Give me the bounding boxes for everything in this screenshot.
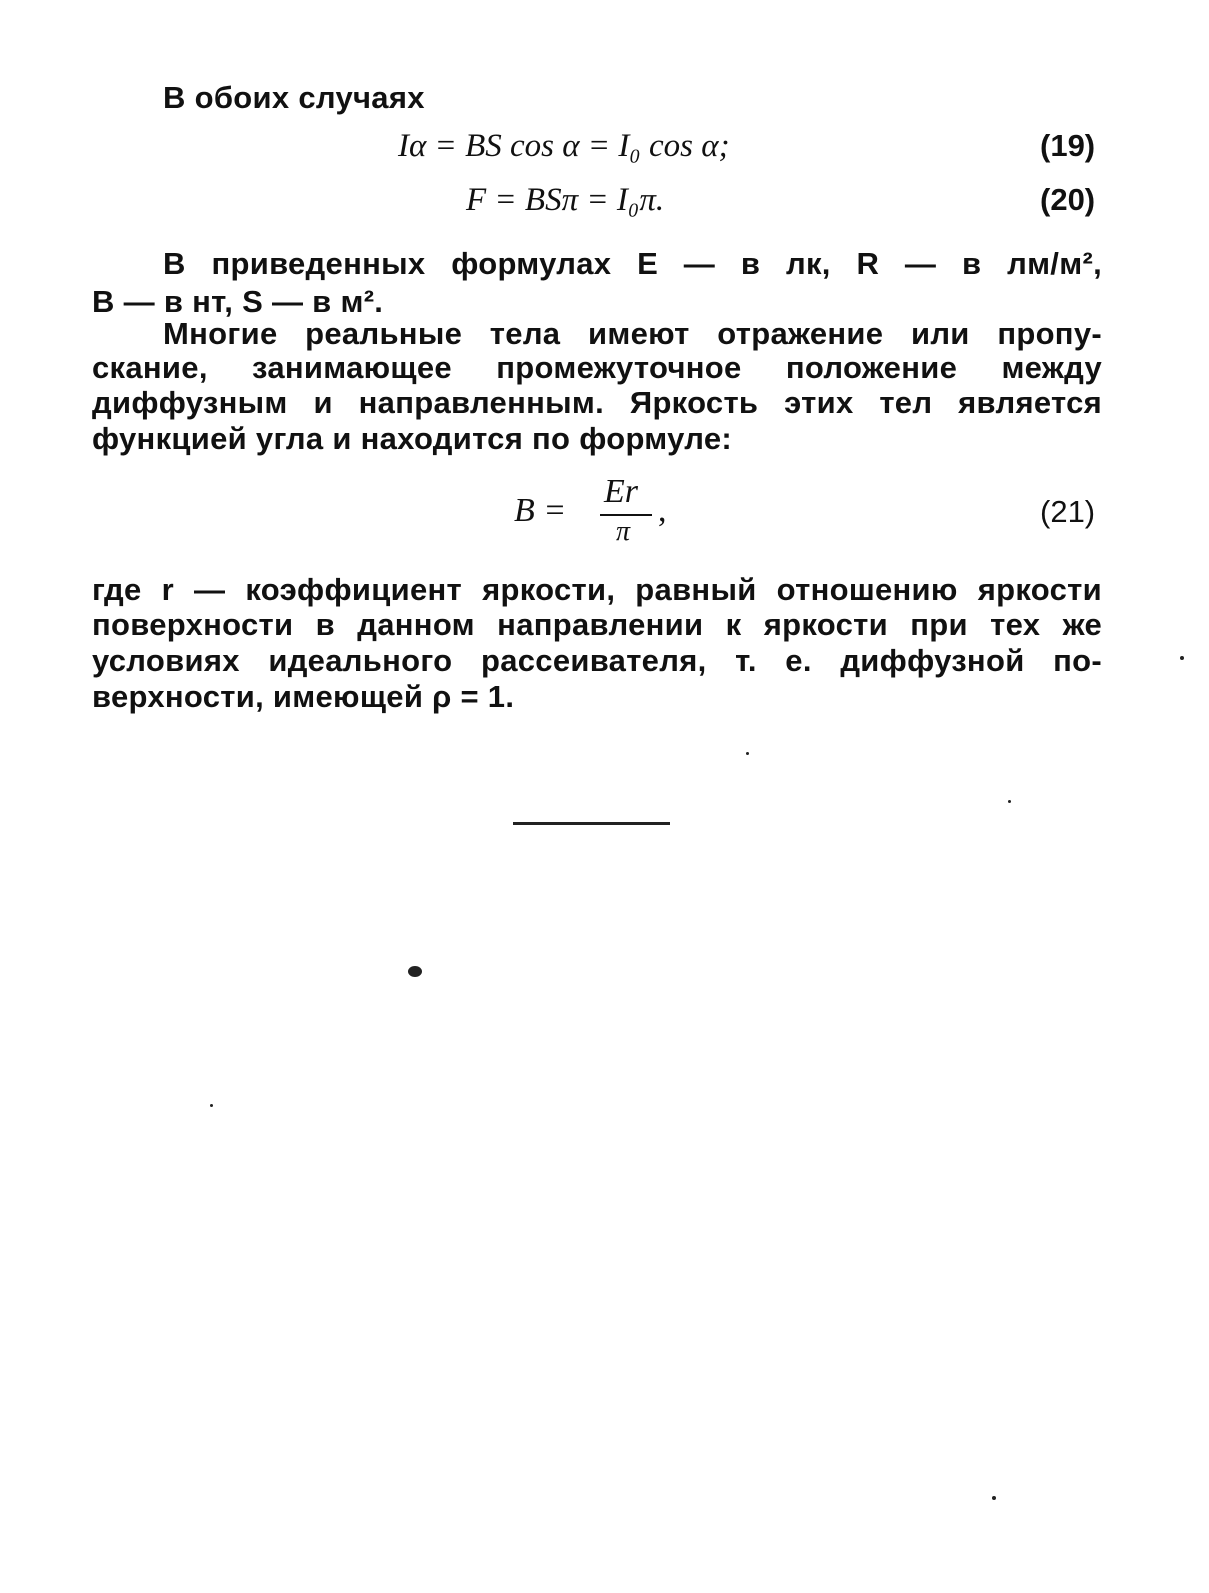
formula-21-denominator: π	[616, 516, 631, 547]
paragraph-3-line-3: условиях идеального рассеивателя, т. е. диффузной по-	[92, 643, 1102, 678]
ink-speck	[746, 752, 749, 755]
ink-speck	[1180, 656, 1184, 660]
section-end-rule	[513, 822, 670, 825]
paragraph-2-line-3: диффузным и направленным. Яркость этих тел является	[92, 385, 1102, 420]
paragraph-2-line-2: скание, занимающее промежуточное положение между	[92, 350, 1102, 385]
paragraph-2-line-1: Многие реальные тела имеют отражение или пропу-	[163, 316, 1102, 351]
equation-number-21: (21)	[1040, 494, 1096, 529]
equation-number-19: (19)	[1040, 128, 1096, 163]
ink-speck	[408, 966, 422, 977]
intro-text: В обоих случаях	[163, 80, 425, 115]
formula-19: Iα = BS cos α = I₀ cos α;	[398, 128, 730, 164]
paragraph-2-line-4: функцией угла и находится по формуле:	[92, 421, 732, 456]
ink-speck	[210, 1104, 213, 1107]
formula-20: F = BSπ = I₀π.	[466, 182, 665, 218]
paragraph-3-line-2: поверхности в данном направлении к яркости при тех же	[92, 607, 1102, 642]
units-line-1: В приведенных формулах E — в лк, R — в лм/м²,	[163, 246, 1102, 281]
formula-21-numerator: Er	[604, 473, 638, 510]
formula-21-comma: ,	[658, 492, 667, 529]
ink-speck	[992, 1496, 996, 1500]
ink-speck	[1008, 800, 1011, 803]
paragraph-3-line-1: где r — коэффициент яркости, равный отношению яркости	[92, 572, 1102, 607]
paragraph-3-line-4: верхности, имеющей ρ = 1.	[92, 679, 515, 714]
equation-number-20: (20)	[1040, 182, 1096, 217]
units-line-2: B — в нт, S — в м².	[92, 284, 384, 319]
formula-21-lhs: B =	[514, 492, 567, 529]
